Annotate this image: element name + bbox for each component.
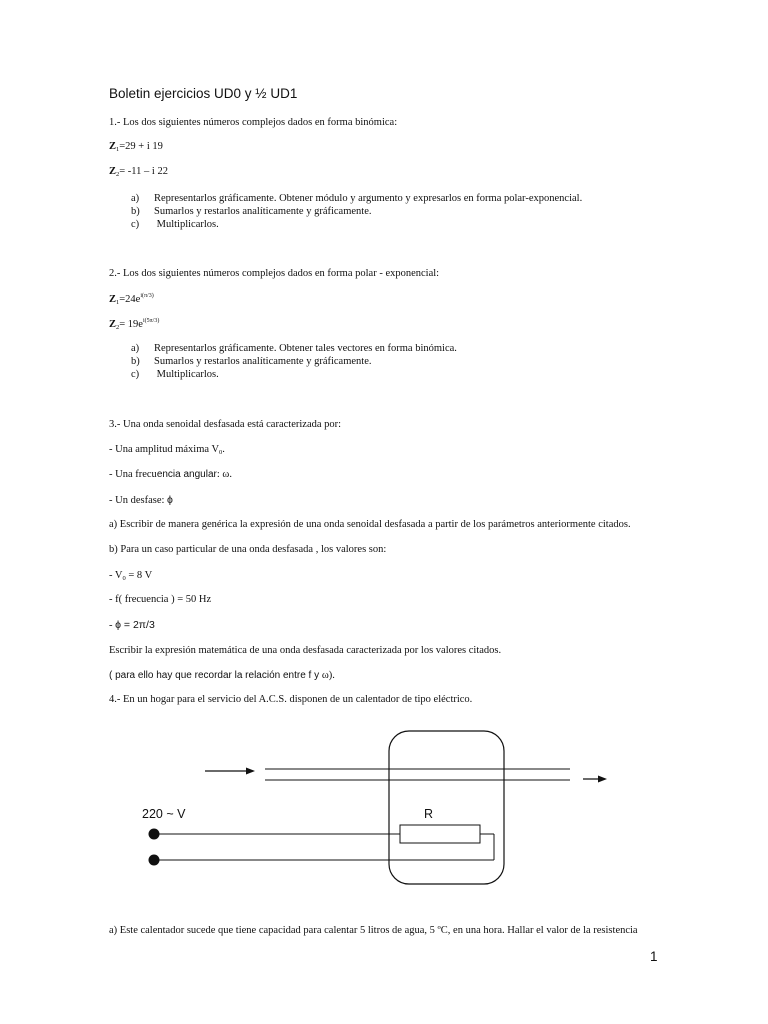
- ex3-amplitude-sub: 0: [219, 449, 223, 456]
- ex3-intro: 3.- Una onda senoidal desfasada está caracterizada por:: [109, 419, 342, 430]
- ex3-phase-pre: - Un desfase:: [109, 495, 168, 506]
- ex1-item-b-text: Sumarlos y restarlos analíticamente y gráficamente.: [154, 206, 372, 217]
- ex1-intro: 1.- Los dos siguientes números complejos dados en forma binómica:: [109, 117, 398, 128]
- ex1-z2-name: Z: [109, 166, 117, 177]
- ex2-item-c-text: Multiplicarlos.: [154, 369, 219, 380]
- ex1-item-c-label: c): [131, 219, 140, 230]
- ex2-z1-sub: 1: [116, 299, 120, 306]
- ex3-amplitude-text: - Una amplitud máxima V: [109, 444, 220, 455]
- ex2-z2-name: Z: [109, 319, 117, 330]
- ex3-b: b) Para un caso particular de una onda desfasada , los valores son:: [109, 544, 387, 555]
- ex3-phi-pre: -: [109, 620, 116, 631]
- ex3-hint-sans: ( para ello hay que recordar la relación entre f y: [109, 670, 322, 681]
- ex4-a: a) Este calentador sucede que tiene capacidad para calentar 5 litros de agua, 5 ºC, en una hora. Hallar el valor de la resistencia: [109, 925, 638, 936]
- ex3-amplitude-end: .: [222, 444, 225, 455]
- ex3-a: a) Escribir de manera genérica la expresión de una onda senoidal desfasada a partir de los parámetros anteriormente citados.: [109, 519, 631, 530]
- ex1-z2-sub: 2: [116, 171, 120, 178]
- ex1-z1-value: =29 + i 19: [119, 141, 163, 152]
- ex1-z2-value: = -11 – i 22: [119, 166, 168, 177]
- ex1-item-c-text: Multiplicarlos.: [154, 219, 219, 230]
- ex2-z2-value: = 19e: [119, 319, 143, 330]
- ex2-item-c-label: c): [131, 369, 140, 380]
- ex1-item-a-label: a): [131, 193, 140, 204]
- page-title: Boletin ejercicios UD0 y ½ UD1: [109, 86, 298, 101]
- ex2-z2-sub: 2: [116, 324, 120, 331]
- ex1-z1-sub: 1: [116, 146, 120, 153]
- ex3-frequency-post: : ω.: [216, 469, 232, 480]
- ex2-intro: 2.- Los dos siguientes números complejos dados en forma polar - exponencial:: [109, 268, 440, 279]
- ex3-frequency-sans: encia angular: [156, 469, 217, 480]
- ex3-f: - f( frecuencia ) = 50 Hz: [109, 594, 212, 605]
- ex2-z1-name: Z: [109, 294, 117, 305]
- ex2-item-a-text: Representarlos gráficamente. Obtener tales vectores en forma binómica.: [154, 343, 457, 354]
- ex3-phase-symbol: ϕ: [167, 494, 173, 506]
- ex1-z1-name: Z: [109, 141, 117, 152]
- resistor: [400, 825, 480, 843]
- ex2-z1-exp: i(π/3): [140, 293, 154, 299]
- ex2-item-a-label: a): [131, 343, 140, 354]
- inlet-arrow-head: [246, 768, 255, 775]
- outlet-arrow-head: [598, 776, 607, 783]
- ex4-intro: 4.- En un hogar para el servicio del A.C.S. disponen de un calentador de tipo eléctrico.: [109, 694, 473, 705]
- terminal-bottom-dot: [149, 855, 160, 866]
- ex3-v0-sub: 0: [122, 575, 126, 582]
- ex3-frequency-pre: - Una frecu: [109, 469, 157, 480]
- ex3-phi-text: ϕ = 2π/3: [115, 619, 155, 631]
- ex3-hint-post: ω).: [321, 670, 335, 681]
- ex1-item-a-text: Representarlos gráficamente. Obtener módulo y argumento y expresarlos en forma polar-exponencial.: [154, 193, 583, 204]
- resistor-label: R: [424, 807, 434, 821]
- ex2-item-b-label: b): [131, 356, 140, 367]
- heater-casing: [389, 731, 504, 884]
- ex3-v0-post: = 8 V: [125, 570, 153, 581]
- ex2-z1-value: =24e: [119, 294, 141, 305]
- page-number: 1: [650, 949, 658, 964]
- terminal-top-dot: [149, 829, 160, 840]
- ex1-item-b-label: b): [131, 206, 140, 217]
- voltage-label: 220 ~ V: [142, 807, 186, 821]
- ex2-item-b-text: Sumarlos y restarlos analíticamente y gráficamente.: [154, 356, 372, 367]
- ex2-z2-exp: i(5π/3): [142, 318, 160, 324]
- ex3-v0-pre: - V: [109, 570, 123, 581]
- ex3-write: Escribir la expresión matemática de una onda desfasada caracterizada por los valores citados.: [109, 645, 502, 656]
